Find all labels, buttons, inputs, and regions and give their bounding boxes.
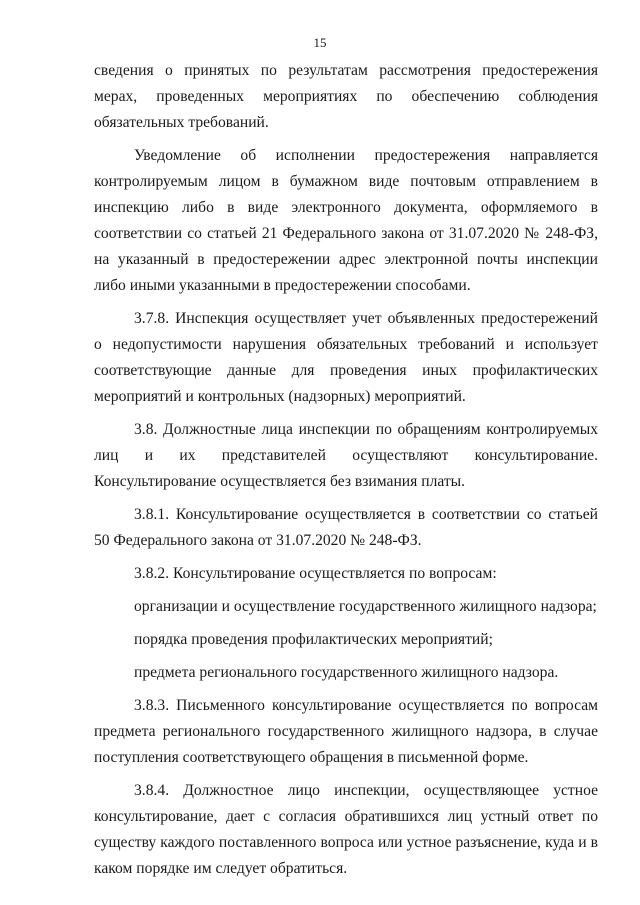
list-item: предмета регионального государственного жилищного надзора.	[134, 664, 559, 681]
paragraph-3-8: 3.8. Должностные лица инспекции по обращениям контролируемых лиц и их представителей осуществляют консультирование. Консультирование осуществляется без взимания платы.	[94, 421, 598, 490]
page-number: 15	[313, 35, 327, 50]
paragraph-continuation: сведения о принятых по результатам рассмотрения предостережения мерах, проведенных мероприятиях по обеспечению соблюдения обязательных требований.	[94, 62, 598, 131]
list-item: организации и осуществление государственного жилищного надзора;	[134, 598, 597, 615]
paragraph-3-7-8: 3.7.8. Инспекция осуществляет учет объявленных предостережений о недопустимости нарушения обязательных требований и использует соответствующие данные для проведения иных профилактических мероприятий и контрольных (надзорных) мероприятий.	[94, 310, 598, 405]
document-body	[94, 0, 598, 882]
paragraph-notification: Уведомление об исполнении предостережения направляется контролируемым лицом в бумажном виде почтовым отправлением в инспекцию либо в виде электронного документа, оформляемого в соответствии со статьей 21 Федерального закона от 31.07.2020 № 248-ФЗ, на указанный в предостережении адрес электронной почты инспекции либо иными указанными в предостережении способами.	[94, 147, 598, 294]
paragraph-3-8-4: 3.8.4. Должностное лицо инспекции, осуществляющее устное консультирование, дает с согласия обратившихся лиц устный ответ по существу каждого поставленного вопроса или устное разъяснение, куда и в каком порядке им следует обратиться.	[94, 782, 598, 877]
list-item: порядка проведения профилактических мероприятий;	[134, 631, 493, 648]
paragraph-3-8-3: 3.8.3. Письменного консультирование осуществляется по вопросам предмета регионального государственного жилищного надзора, в случае поступления соответствующего обращения в письменной форме.	[94, 697, 598, 766]
paragraph-3-8-1: 3.8.1. Консультирование осуществляется в соответствии со статьей 50 Федерального закона от 31.07.2020 № 248-ФЗ.	[94, 506, 598, 549]
paragraph-3-8-2: 3.8.2. Консультирование осуществляется по вопросам:	[134, 565, 497, 582]
